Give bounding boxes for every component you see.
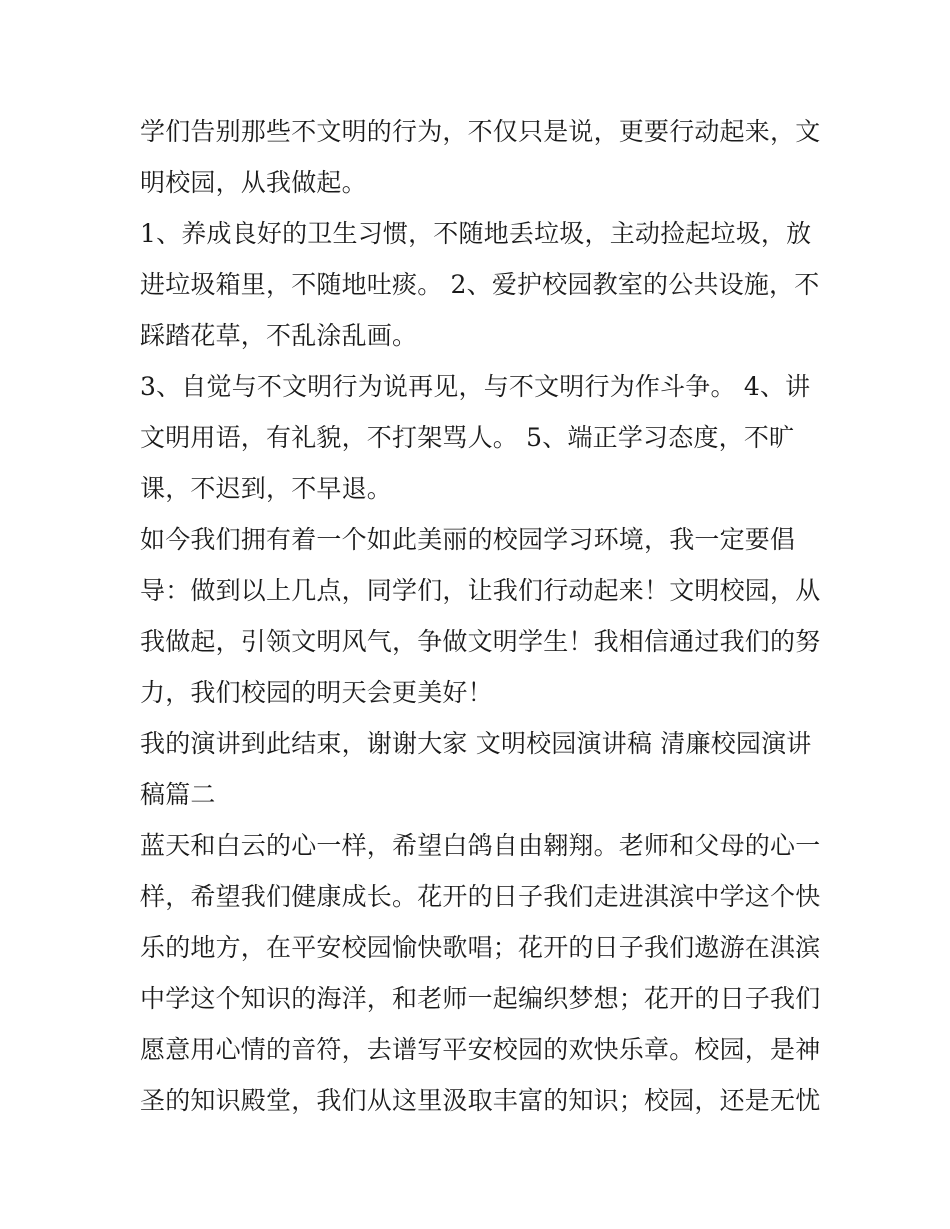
text-line: 课，不迟到，不早退。 [140,474,393,503]
text-line: 样，希望我们健康成长。花开的日子我们走进淇滨中学这个快 [140,882,821,911]
text-line: 如今我们拥有着一个如此美丽的校园学习环境，我一定要倡 [140,525,796,554]
text-line: 我的演讲到此结束，谢谢大家 文明校园演讲稿 清廉校园演讲 [140,729,812,758]
text-line: 乐的地方，在平安校园愉快歌唱；花开的日子我们遨游在淇滨 [140,933,821,962]
text-line: 我做起，引领文明风气，争做文明学生！我相信通过我们的努 [140,627,821,656]
text-line: 明校园，从我做起。 [140,168,367,197]
text-line: 中学这个知识的海洋，和老师一起编织梦想；花开的日子我们 [140,984,821,1013]
text-line: 愿意用心情的音符，去谱写平安校园的欢快乐章。校园，是神 [140,1035,821,1064]
text-line: 学们告别那些不文明的行为，不仅只是说，更要行动起来，文 [140,117,821,146]
text-line: 力，我们校园的明天会更美好！ [140,678,493,707]
text-line: 蓝天和白云的心一样，希望白鸽自由翱翔。老师和父母的心一 [140,831,821,860]
text-line: 1、养成良好的卫生习惯，不随地丢垃圾，主动捡起垃圾，放 [140,219,812,248]
text-line: 文明用语，有礼貌，不打架骂人。 5、端正学习态度，不旷 [140,423,795,452]
text-line: 3、自觉与不文明行为说再见，与不文明行为作斗争。 4、讲 [140,372,811,401]
text-line: 进垃圾箱里，不随地吐痰。 2、爱护校园教室的公共设施，不 [140,270,820,299]
text-line: 踩踏花草，不乱涂乱画。 [140,321,418,350]
text-line: 圣的知识殿堂，我们从这里汲取丰富的知识；校园，还是无忧 [140,1086,821,1115]
text-line: 导：做到以上几点，同学们，让我们行动起来！文明校园，从 [140,576,821,605]
document-body [140,106,821,1126]
text-line: 稿篇二 [140,780,216,809]
